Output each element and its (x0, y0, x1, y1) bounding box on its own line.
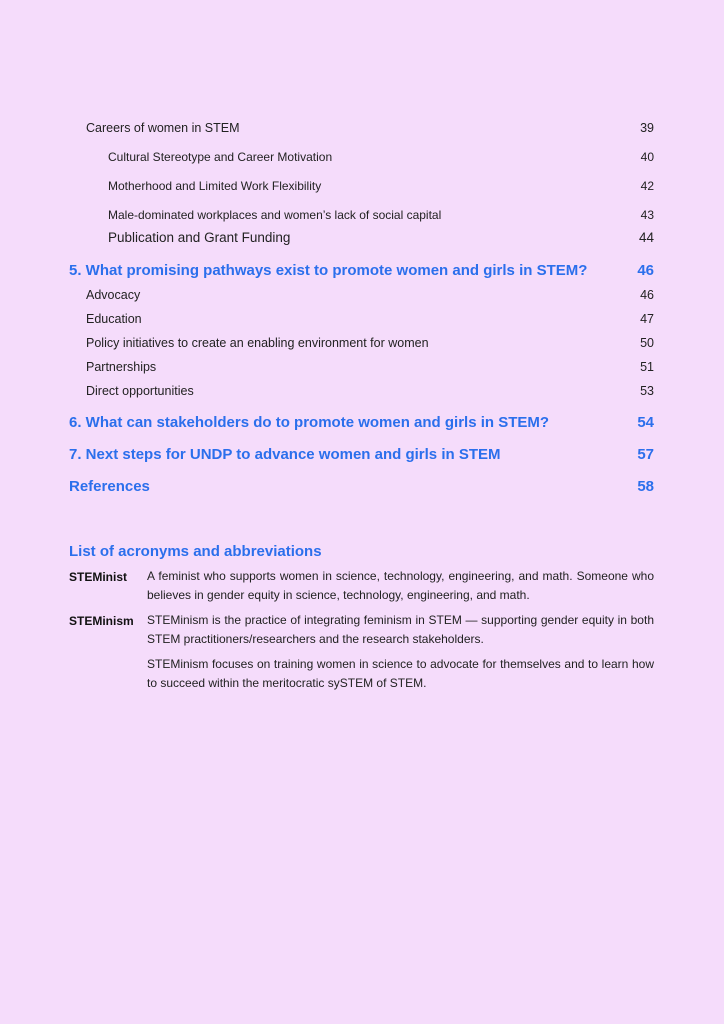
toc-section-heading[interactable] (0, 414, 724, 434)
toc-heading-label: 7. Next steps for UNDP to advance women and girls in STEM (69, 446, 501, 463)
toc-entry[interactable] (0, 382, 724, 402)
toc-entry-label: Motherhood and Limited Work Flexibility (108, 179, 322, 193)
toc-heading-page: 46 (637, 262, 654, 279)
toc-entry-page: 40 (640, 150, 654, 164)
toc-entry-label: Cultural Stereotype and Career Motivation (108, 150, 333, 164)
toc-entry-label: Male-dominated workplaces and women’s lack of social capital (108, 208, 442, 222)
toc-entry-label: Education (86, 312, 142, 326)
toc-entry-label: Direct opportunities (86, 384, 194, 398)
toc-entry-page: 51 (640, 360, 654, 374)
acronym-term: STEMinist (69, 570, 128, 584)
acronym-definition: STEMinism is the practice of integrating feminism in STEM — supporting gender equity in both STEM practitioners/researchers and the research stakeholders. (147, 613, 654, 646)
toc-entry[interactable] (0, 310, 724, 330)
toc-heading-page: 58 (637, 478, 654, 495)
toc-entry-label: Policy initiatives to create an enabling environment for women (86, 336, 429, 350)
toc-heading-page: 54 (637, 414, 654, 431)
toc-entry[interactable] (0, 177, 724, 197)
toc-entry-label: Partnerships (86, 360, 157, 374)
toc-entry[interactable] (0, 358, 724, 378)
toc-entry[interactable] (0, 334, 724, 354)
toc-entry-page: 39 (640, 121, 654, 135)
toc-entry-page: 44 (638, 230, 654, 245)
toc-heading-label: References (69, 478, 150, 495)
toc-entry-page: 47 (640, 312, 654, 326)
acronym-term: STEMinism (69, 614, 134, 628)
toc-heading-page: 57 (637, 446, 654, 463)
toc-entry[interactable] (0, 286, 724, 306)
toc-entry[interactable] (0, 229, 724, 249)
toc-entry-page: 42 (640, 179, 654, 193)
toc-entry-label: Publication and Grant Funding (108, 230, 291, 245)
toc-entry-label: Advocacy (86, 288, 141, 302)
toc-entry[interactable] (0, 148, 724, 168)
toc-section-heading[interactable] (0, 446, 724, 466)
toc-section-heading[interactable] (0, 478, 724, 498)
toc-entry-page: 46 (640, 288, 654, 302)
acronym-definition: A feminist who supports women in science, technology, engineering, and math. Someone who believes in gender equity in science, technology, engineering, and math. (147, 569, 654, 602)
toc-section-heading[interactable] (0, 262, 724, 282)
toc-entry-page: 50 (640, 336, 654, 350)
toc-entry-page: 53 (640, 384, 654, 398)
toc-entry-page: 43 (640, 208, 654, 222)
acronym-definition: STEMinism focuses on training women in science to advocate for themselves and to learn how to succeed within the meritocratic sySTEM of STEM. (147, 657, 654, 690)
toc-entry[interactable] (0, 119, 724, 139)
acronyms-title: List of acronyms and abbreviations (69, 543, 322, 560)
toc-heading-label: 6. What can stakeholders do to promote women and girls in STEM? (69, 414, 550, 431)
toc-heading-label: 5. What promising pathways exist to promote women and girls in STEM? (69, 262, 588, 279)
toc-entry-label: Careers of women in STEM (86, 121, 240, 135)
toc-entry[interactable] (0, 206, 724, 226)
